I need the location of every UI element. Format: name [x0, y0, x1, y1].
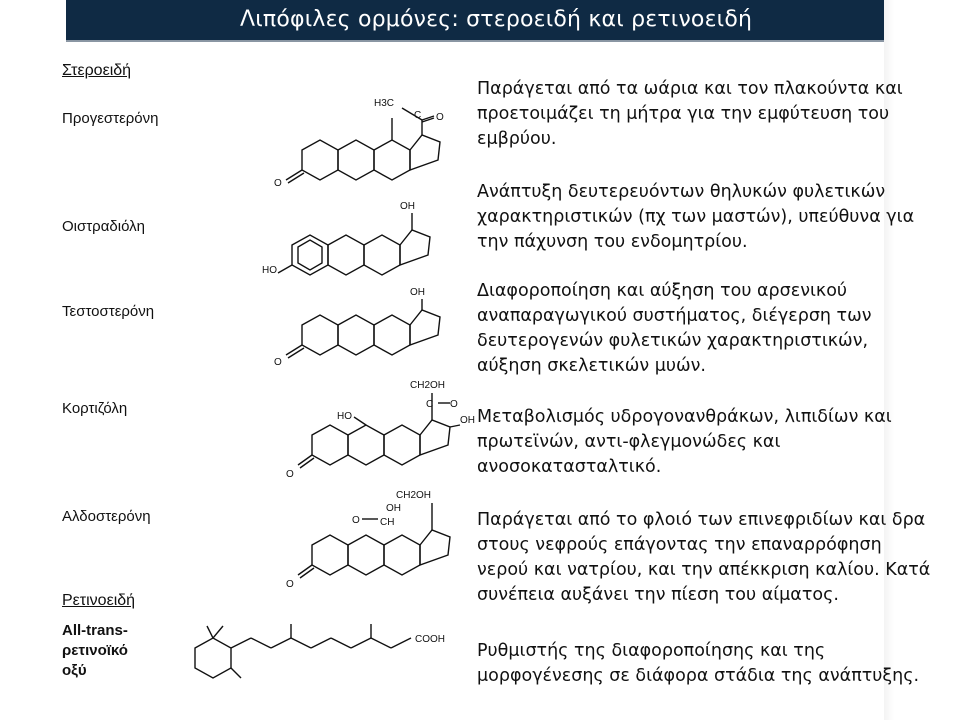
desc-line: δευτερογενών φυλετικών χαρακτηριστικών,	[477, 331, 869, 351]
desc-line: εμβρύου.	[477, 129, 557, 149]
chem-h3c: H3C	[374, 98, 395, 109]
label-testosterone: Τεστοστερόνη	[62, 303, 155, 320]
chem-ho-2: HO	[337, 411, 352, 422]
desc-estradiol	[477, 180, 947, 255]
chem-oh-4: OH	[386, 503, 401, 514]
title-bar	[66, 0, 884, 42]
slide-title: Λιπόφιλες ορμόνες: στεροειδή και ρετινοειδή	[240, 7, 753, 32]
estradiol-structure	[262, 195, 462, 285]
desc-line: Διαφοροποίηση και αύξηση του αρσενικού	[477, 281, 848, 301]
chem-o: O	[436, 112, 444, 123]
label-progesterone: Προγεστερόνη	[62, 110, 159, 127]
chem-ho: HO	[262, 265, 277, 276]
aldosterone-structure	[282, 485, 482, 595]
desc-line: συνέπεια αυξάνει την πίεση του αίματος.	[477, 585, 839, 605]
desc-line: στους νεφρούς επάγοντας την επαναρρόφηση	[477, 535, 882, 555]
chem-o-4: O	[450, 399, 458, 410]
label-estradiol: Οιστραδιόλη	[62, 218, 145, 235]
chem-ch2oh: CH2OH	[410, 380, 446, 391]
chem-o-3: O	[274, 357, 282, 368]
desc-line: αύξηση σκελετικών μυών.	[477, 356, 706, 376]
label-retinoic-3: οξύ	[62, 662, 87, 679]
testosterone-structure	[272, 285, 472, 375]
label-retinoic-2: ρετινοϊκό	[62, 642, 128, 659]
desc-line: νερού και νατρίου, και την απέκκριση καλίου. Κατά	[477, 560, 931, 580]
desc-aldosterone	[477, 508, 960, 608]
desc-line: ανοσοκατασταλτικό.	[477, 457, 662, 477]
label-retinoic-1: All-trans-	[62, 622, 128, 639]
chem-c: C	[414, 110, 422, 121]
chem-c-2: C	[426, 399, 434, 410]
chem-o-6: O	[352, 515, 360, 526]
cortisol-structure	[282, 375, 482, 485]
desc-retinoic	[477, 639, 947, 689]
desc-progesterone	[477, 77, 947, 152]
desc-line: Μεταβολισμός υδρογονανθράκων, λιπιδίων και	[477, 407, 892, 427]
chem-ch2oh-2: CH2OH	[396, 490, 432, 501]
desc-line: Ανάπτυξη δευτερευόντων θηλυκών φυλετικών	[477, 182, 886, 202]
desc-line: Παράγεται από το φλοιό των επινεφριδίων και δρα	[477, 510, 926, 530]
desc-line: μορφογένεσης σε διάφορα στάδια της ανάπτυξης.	[477, 666, 920, 686]
label-cortisol: Κορτιζόλη	[62, 400, 128, 417]
desc-testosterone	[477, 279, 947, 379]
retinoid-header: Ρετινοειδή	[62, 592, 136, 609]
chem-oh-3: OH	[460, 415, 475, 426]
progesterone-structure	[262, 90, 462, 200]
desc-line: πρωτεϊνών, αντι-φλεγμονώδες και	[477, 432, 781, 452]
chem-oh-2: OH	[410, 287, 425, 298]
chem-o-2: O	[274, 178, 282, 189]
steroids-header: Στεροειδή	[62, 62, 132, 79]
chem-o-7: O	[286, 579, 294, 590]
label-aldosterone: Αλδοστερόνη	[62, 508, 151, 525]
chem-oh: OH	[400, 201, 415, 212]
chem-o-5: O	[286, 469, 294, 480]
desc-line: την πάχυνση του ενδομητρίου.	[477, 232, 748, 252]
desc-line: αναπαραγωγικού συστήματος, διέγερση των	[477, 306, 872, 326]
chem-cooh: COOH	[415, 634, 445, 645]
retinoic-acid-structure	[175, 618, 465, 698]
desc-line: προετοιμάζει τη μήτρα για την εμφύτευση του	[477, 104, 890, 124]
chem-ch: CH	[380, 517, 395, 528]
desc-line: Ρυθμιστής της διαφοροποίησης και της	[477, 641, 826, 661]
desc-cortisol	[477, 405, 947, 480]
desc-line: χαρακτηριστικών (πχ των μαστών), υπεύθυνα για	[477, 207, 915, 227]
desc-line: Παράγεται από τα ωάρια και τον πλακούντα και	[477, 79, 903, 99]
